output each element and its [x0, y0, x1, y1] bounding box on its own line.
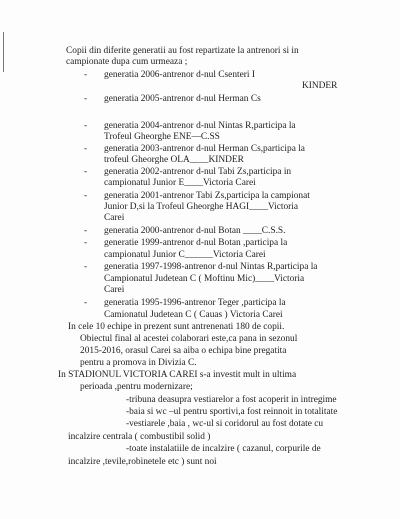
intro-line: Copii din diferite generatii au fost repartizate la antrenori si in	[66, 46, 299, 56]
list-item-continuation: Trofeul Gheorghe ENE—C.SS	[104, 132, 220, 142]
list-item: generatie 1999-antrenor d-nul Botan ,participa la	[104, 238, 288, 248]
list-bullet: -	[84, 226, 88, 236]
list-item-continuation: Junior D,si la Trofeul Gheorghe HAGI____Victoria	[104, 202, 299, 212]
list-item-continuation: Campionatul Judetean C ( Moftinu Mic)____Victoria	[104, 274, 305, 284]
list-item-continuation: Carei	[104, 213, 125, 223]
summary-line: Obiectul final al acestei colaborari este,ca pana in sezonul	[80, 334, 298, 344]
list-item: generatia 2004-antrenor d-nul Nintas R,participa la	[104, 121, 296, 131]
list-item-continuation: Carei	[104, 285, 125, 295]
stadium-line: In STADIONUL VICTORIA CAREI s-a investit mult in ultima	[58, 370, 297, 380]
list-item: generatia 2006-antrenor d-nul Csenteri I	[104, 70, 255, 80]
list-bullet: -	[84, 70, 88, 80]
list-item: generatia 2000-antrenor d-nul Botan ____C.S.S.	[104, 226, 286, 236]
stadium-item: -tribuna deasupra vestiarelor a fost acoperit in intregime	[126, 395, 337, 405]
list-item-extra: KINDER	[302, 81, 338, 91]
list-item-continuation: campionatul Junior E____Victoria Carei	[104, 178, 256, 188]
summary-line: 2015-2016, orasul Carei sa aiba o echipa bine pregatita	[80, 346, 287, 356]
stadium-item: -vestiarele ,baia , wc-ul si coridorul au fost dotate cu	[126, 419, 324, 429]
stadium-item-continuation: incalzire ,tevile,robinetele etc ) sunt noi	[68, 457, 217, 467]
list-item: generatia 1997-1998-antrenor d-nul Nintas R,participa la	[104, 262, 318, 272]
summary-line: In cele 10 echipe in prezent sunt antrenenati 180 de copii.	[68, 322, 285, 332]
list-item: generatia 2002-antrenor d-nul Tabi Zs,participa in	[104, 167, 292, 177]
list-bullet: -	[84, 167, 88, 177]
list-item: generatia 2003-antrenor d-nul Herman Cs,participa la	[104, 144, 305, 154]
list-bullet: -	[84, 298, 88, 308]
list-bullet: -	[84, 191, 88, 201]
list-item-continuation: trofeul Gheorghe OLA____KINDER	[104, 155, 244, 165]
list-item: generatia 1995-1996-antrenor Teger ,participa la	[104, 298, 286, 308]
list-item-continuation: Camionatul Judetean C ( Cauas ) Victoria Carei	[104, 310, 283, 320]
list-bullet: -	[84, 94, 88, 104]
list-item: generatia 2001-antrenor Tabi Zs,participa la campionat	[104, 191, 310, 201]
summary-line: pentru a promova in Divizia C.	[80, 358, 197, 368]
stadium-item-continuation: incalzire centrala ( combustibil solid )	[68, 432, 211, 442]
list-bullet: -	[84, 144, 88, 154]
stadium-line: perioada ,pentru modernizare;	[80, 382, 193, 392]
stadium-item: -toate instalatiile de incalzire ( cazanul, corpurile de	[126, 444, 321, 454]
list-bullet: -	[84, 262, 88, 272]
list-bullet: -	[84, 238, 88, 248]
list-bullet: -	[84, 121, 88, 131]
list-item-continuation: campionatul Junior C______Victoria Carei	[104, 250, 266, 260]
stadium-item: -baia si wc –ul pentru sportivi,a fost reinnoit in totalitate	[126, 407, 338, 417]
intro-line: campionate dupa cum urmeaza ;	[66, 57, 188, 67]
list-item: generatia 2005-antrenor d-nul Herman Cs	[104, 94, 261, 104]
